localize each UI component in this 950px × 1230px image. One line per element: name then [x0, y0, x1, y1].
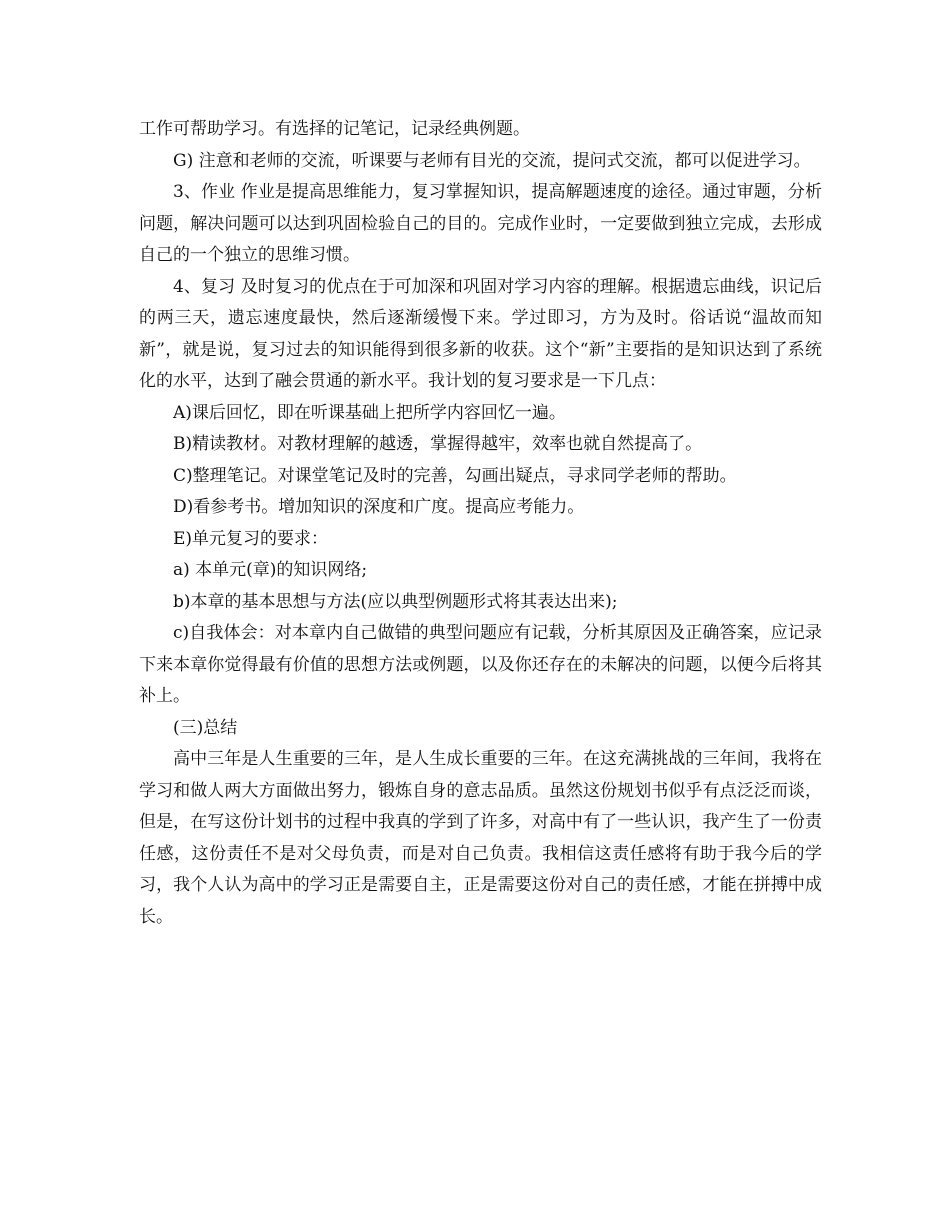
sub-item-c: c)自我体会：对本章内自己做错的典型问题应有记载，分析其原因及正确答案，应记录下来本章你觉得最有价值的思想方法或例题，以及你还存在的未解决的问题，以便今后将其补上。 [139, 623, 822, 706]
paragraph-summary: 高中三年是人生重要的三年，是人生成长重要的三年。在这充满挑战的三年间，我将在学习和做人两大方面做出努力，锻炼自身的意志品质。虽然这份规划书似乎有点泛泛而谈，但是，在写这份计划书的过程中我真的学到了许多，对高中有了一些认识，我产生了一份责任感，这份责任不是对父母负责，而是对自己负责。我相信这责任感将有助于我今后的学习，我个人认为高中的学习正是需要自主，正是需要这份对自己的责任感，才能在拼搏中成长。 [139, 749, 822, 927]
list-item-b: B)精读教材。对教材理解的越透，掌握得越牢，效率也就自然提高了。 [173, 434, 703, 454]
paragraph-4-review: 4、复习 及时复习的优点在于可加深和巩固对学习内容的理解。根据遗忘曲线，识记后的两三天，遗忘速度最快，然后逐渐缓慢下来。学过即习，方为及时。俗话说“温故而知新”，就是说，复习过去的知识能得到很多新的收获。这个“新”主要指的是知识达到了系统化的水平，达到了融会贯通的新水平。我计划的复习要求是一下几点： [139, 276, 822, 391]
paragraph-3-homework: 3、作业 作业是提高思维能力，复习掌握知识，提高解题速度的途径。通过审题，分析问题，解决问题可以达到巩固检验自己的目的。完成作业时，一定要做到独立完成，去形成自己的一个独立的思维习惯。 [139, 182, 822, 265]
list-item-a: A)课后回忆，即在听课基础上把所学内容回忆一遍。 [173, 402, 566, 423]
list-item-c: C)整理笔记。对课堂笔记及时的完善，勾画出疑点，寻求同学老师的帮助。 [173, 465, 737, 486]
document-page [139, 114, 822, 933]
paragraph-g-teacher-communication: G) 注意和老师的交流，听课要与老师有目光的交流，提问式交流，都可以促进学习。 [173, 150, 811, 171]
paragraph-continuation: 工作可帮助学习。有选择的记笔记，记录经典例题。 [139, 119, 530, 139]
list-item-e: E)单元复习的要求： [173, 528, 329, 549]
section-heading-summary: (三)总结 [173, 717, 238, 738]
list-item-d: D)看参考书。增加知识的深度和广度。提高应考能力。 [173, 497, 585, 517]
sub-item-a: a) 本单元(章)的知识网络; [173, 560, 368, 580]
sub-item-b: b)本章的基本思想与方法(应以典型例题形式将其表达出来); [173, 591, 618, 612]
